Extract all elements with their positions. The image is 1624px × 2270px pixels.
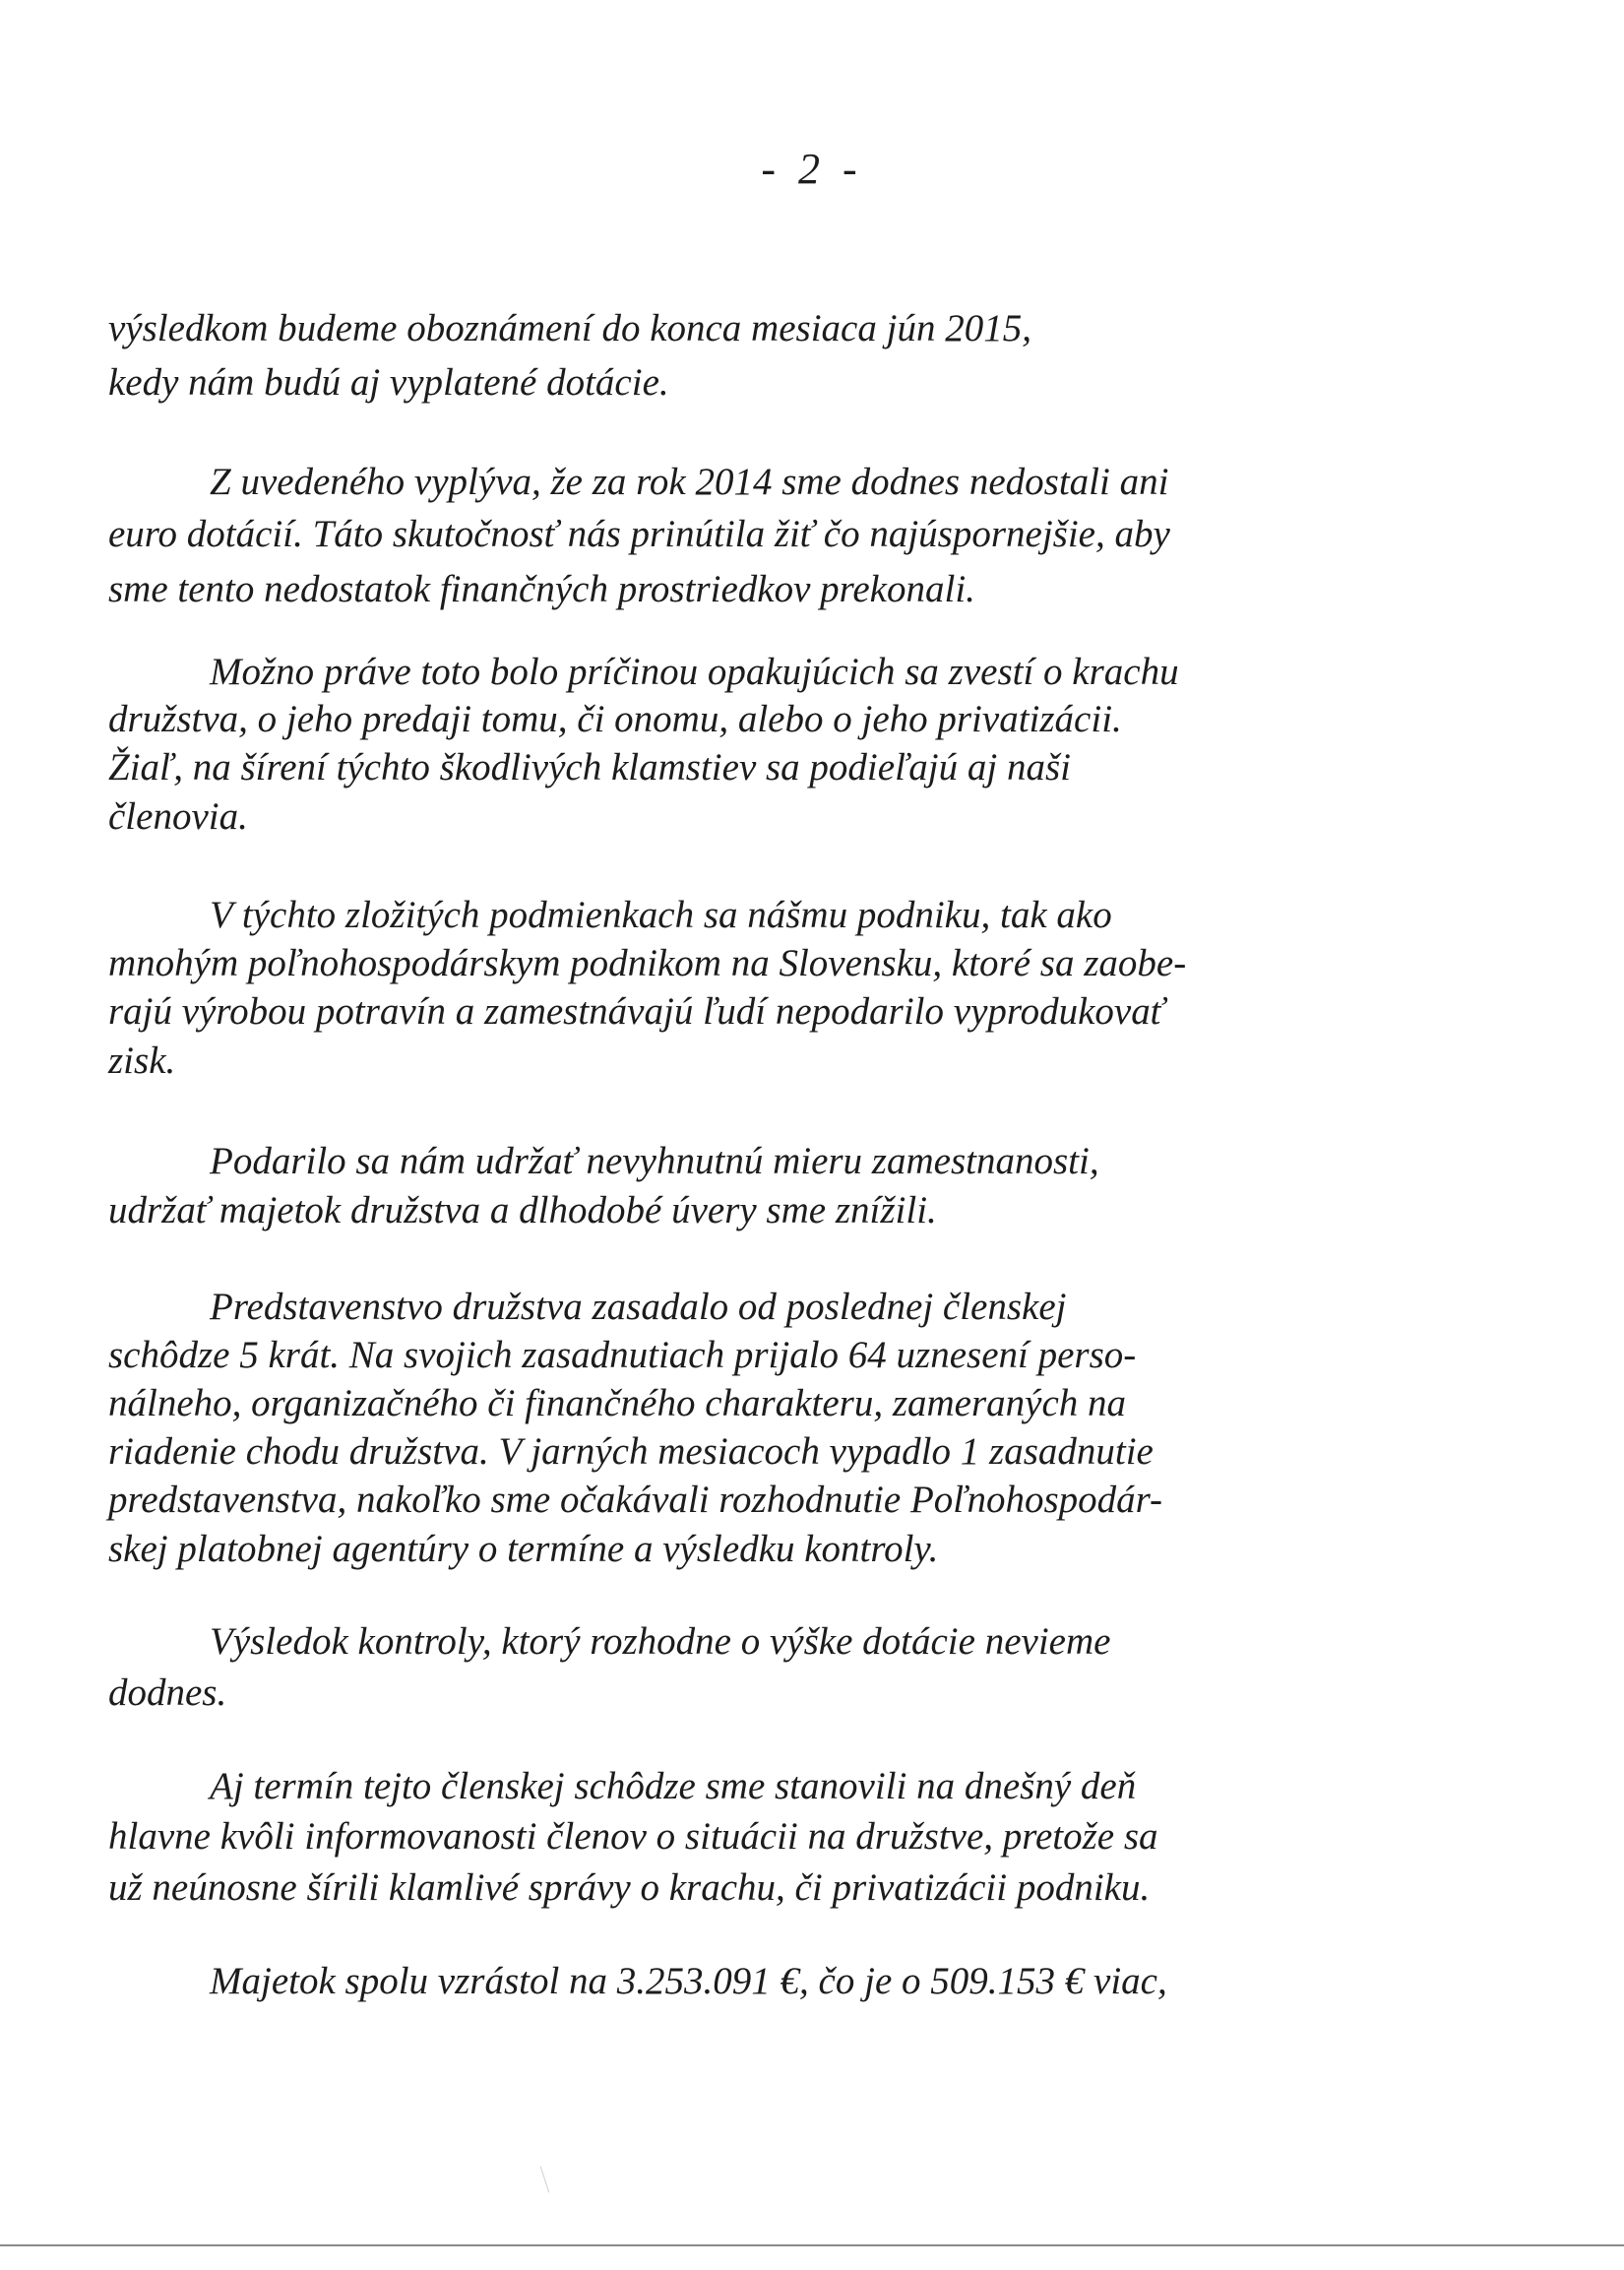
paragraph-6-line-5: predstavenstva, nakoľko sme očakávali rozhodnutie Poľnohospodár- xyxy=(108,1479,1163,1521)
paragraph-6-line-6: skej platobnej agentúry o termíne a výsledku kontroly. xyxy=(108,1528,939,1570)
paragraph-2-line-3: sme tento nedostatok finančných prostriedkov prekonali. xyxy=(108,568,975,610)
scan-edge-line xyxy=(0,2244,1624,2246)
paragraph-4-line-3: rajú výrobou potravín a zamestnávajú ľudí nepodarilo vyprodukovať xyxy=(108,990,1164,1033)
paragraph-4-line-1: V týchto zložitých podmienkach sa nášmu podniku, tak ako xyxy=(210,894,1112,936)
page-number: - 2 - xyxy=(761,145,863,193)
paragraph-2-line-1: Z uvedeného vyplýva, že za rok 2014 sme dodnes nedostali ani xyxy=(210,461,1169,503)
paragraph-5-line-1: Podarilo sa nám udržať nevyhnutnú mieru zamestnanosti, xyxy=(210,1140,1099,1182)
paragraph-6-line-3: nálneho, organizačného či finančného charakteru, zameraných na xyxy=(108,1382,1127,1424)
paragraph-4-line-4: zisk. xyxy=(108,1040,176,1082)
paragraph-8-line-1: Aj termín tejto členskej schôdze sme stanovili na dnešný deň xyxy=(210,1765,1137,1807)
paragraph-3-line-4: členovia. xyxy=(108,795,248,838)
paragraph-4-line-2: mnohým poľnohospodárskym podnikom na Slovensku, ktoré sa zaobe- xyxy=(108,942,1187,984)
paragraph-2-line-2: euro dotácií. Táto skutočnosť nás prinútila žiť čo najúspornejšie, aby xyxy=(108,513,1170,555)
paragraph-1-line-2: kedy nám budú aj vyplatené dotácie. xyxy=(108,361,669,404)
paragraph-5-line-2: udržať majetok družstva a dlhodobé úvery sme znížili. xyxy=(108,1189,937,1231)
paragraph-6-line-4: riadenie chodu družstva. V jarných mesiacoch vypadlo 1 zasadnutie xyxy=(108,1430,1154,1473)
paragraph-3-line-2: družstva, o jeho predaji tomu, či onomu, alebo o jeho privatizácii. xyxy=(108,698,1122,740)
scan-speck xyxy=(540,2167,550,2193)
paragraph-7-line-1: Výsledok kontroly, ktorý rozhodne o výške dotácie nevieme xyxy=(210,1620,1111,1663)
paragraph-8-line-3: už neúnosne šírili klamlivé správy o krachu, či privatizácii podniku. xyxy=(108,1866,1151,1909)
paragraph-3-line-1: Možno práve toto bolo príčinou opakujúcich sa zvestí o krachu xyxy=(210,651,1179,693)
paragraph-9-line-1: Majetok spolu vzrástol na 3.253.091 €, čo je o 509.153 € viac, xyxy=(210,1960,1167,2002)
paragraph-6-line-2: schôdze 5 krát. Na svojich zasadnutiach prijalo 64 uznesení perso- xyxy=(108,1334,1137,1376)
paragraph-6-line-1: Predstavenstvo družstva zasadalo od poslednej členskej xyxy=(210,1286,1067,1328)
paragraph-7-line-2: dodnes. xyxy=(108,1671,227,1714)
paragraph-8-line-2: hlavne kvôli informovanosti členov o situácii na družstve, pretože sa xyxy=(108,1815,1158,1858)
paragraph-1-line-1: výsledkom budeme oboznámení do konca mesiaca jún 2015, xyxy=(108,307,1031,349)
paragraph-3-line-3: Žiaľ, na šírení týchto škodlivých klamstiev sa podieľajú aj naši xyxy=(108,746,1071,788)
